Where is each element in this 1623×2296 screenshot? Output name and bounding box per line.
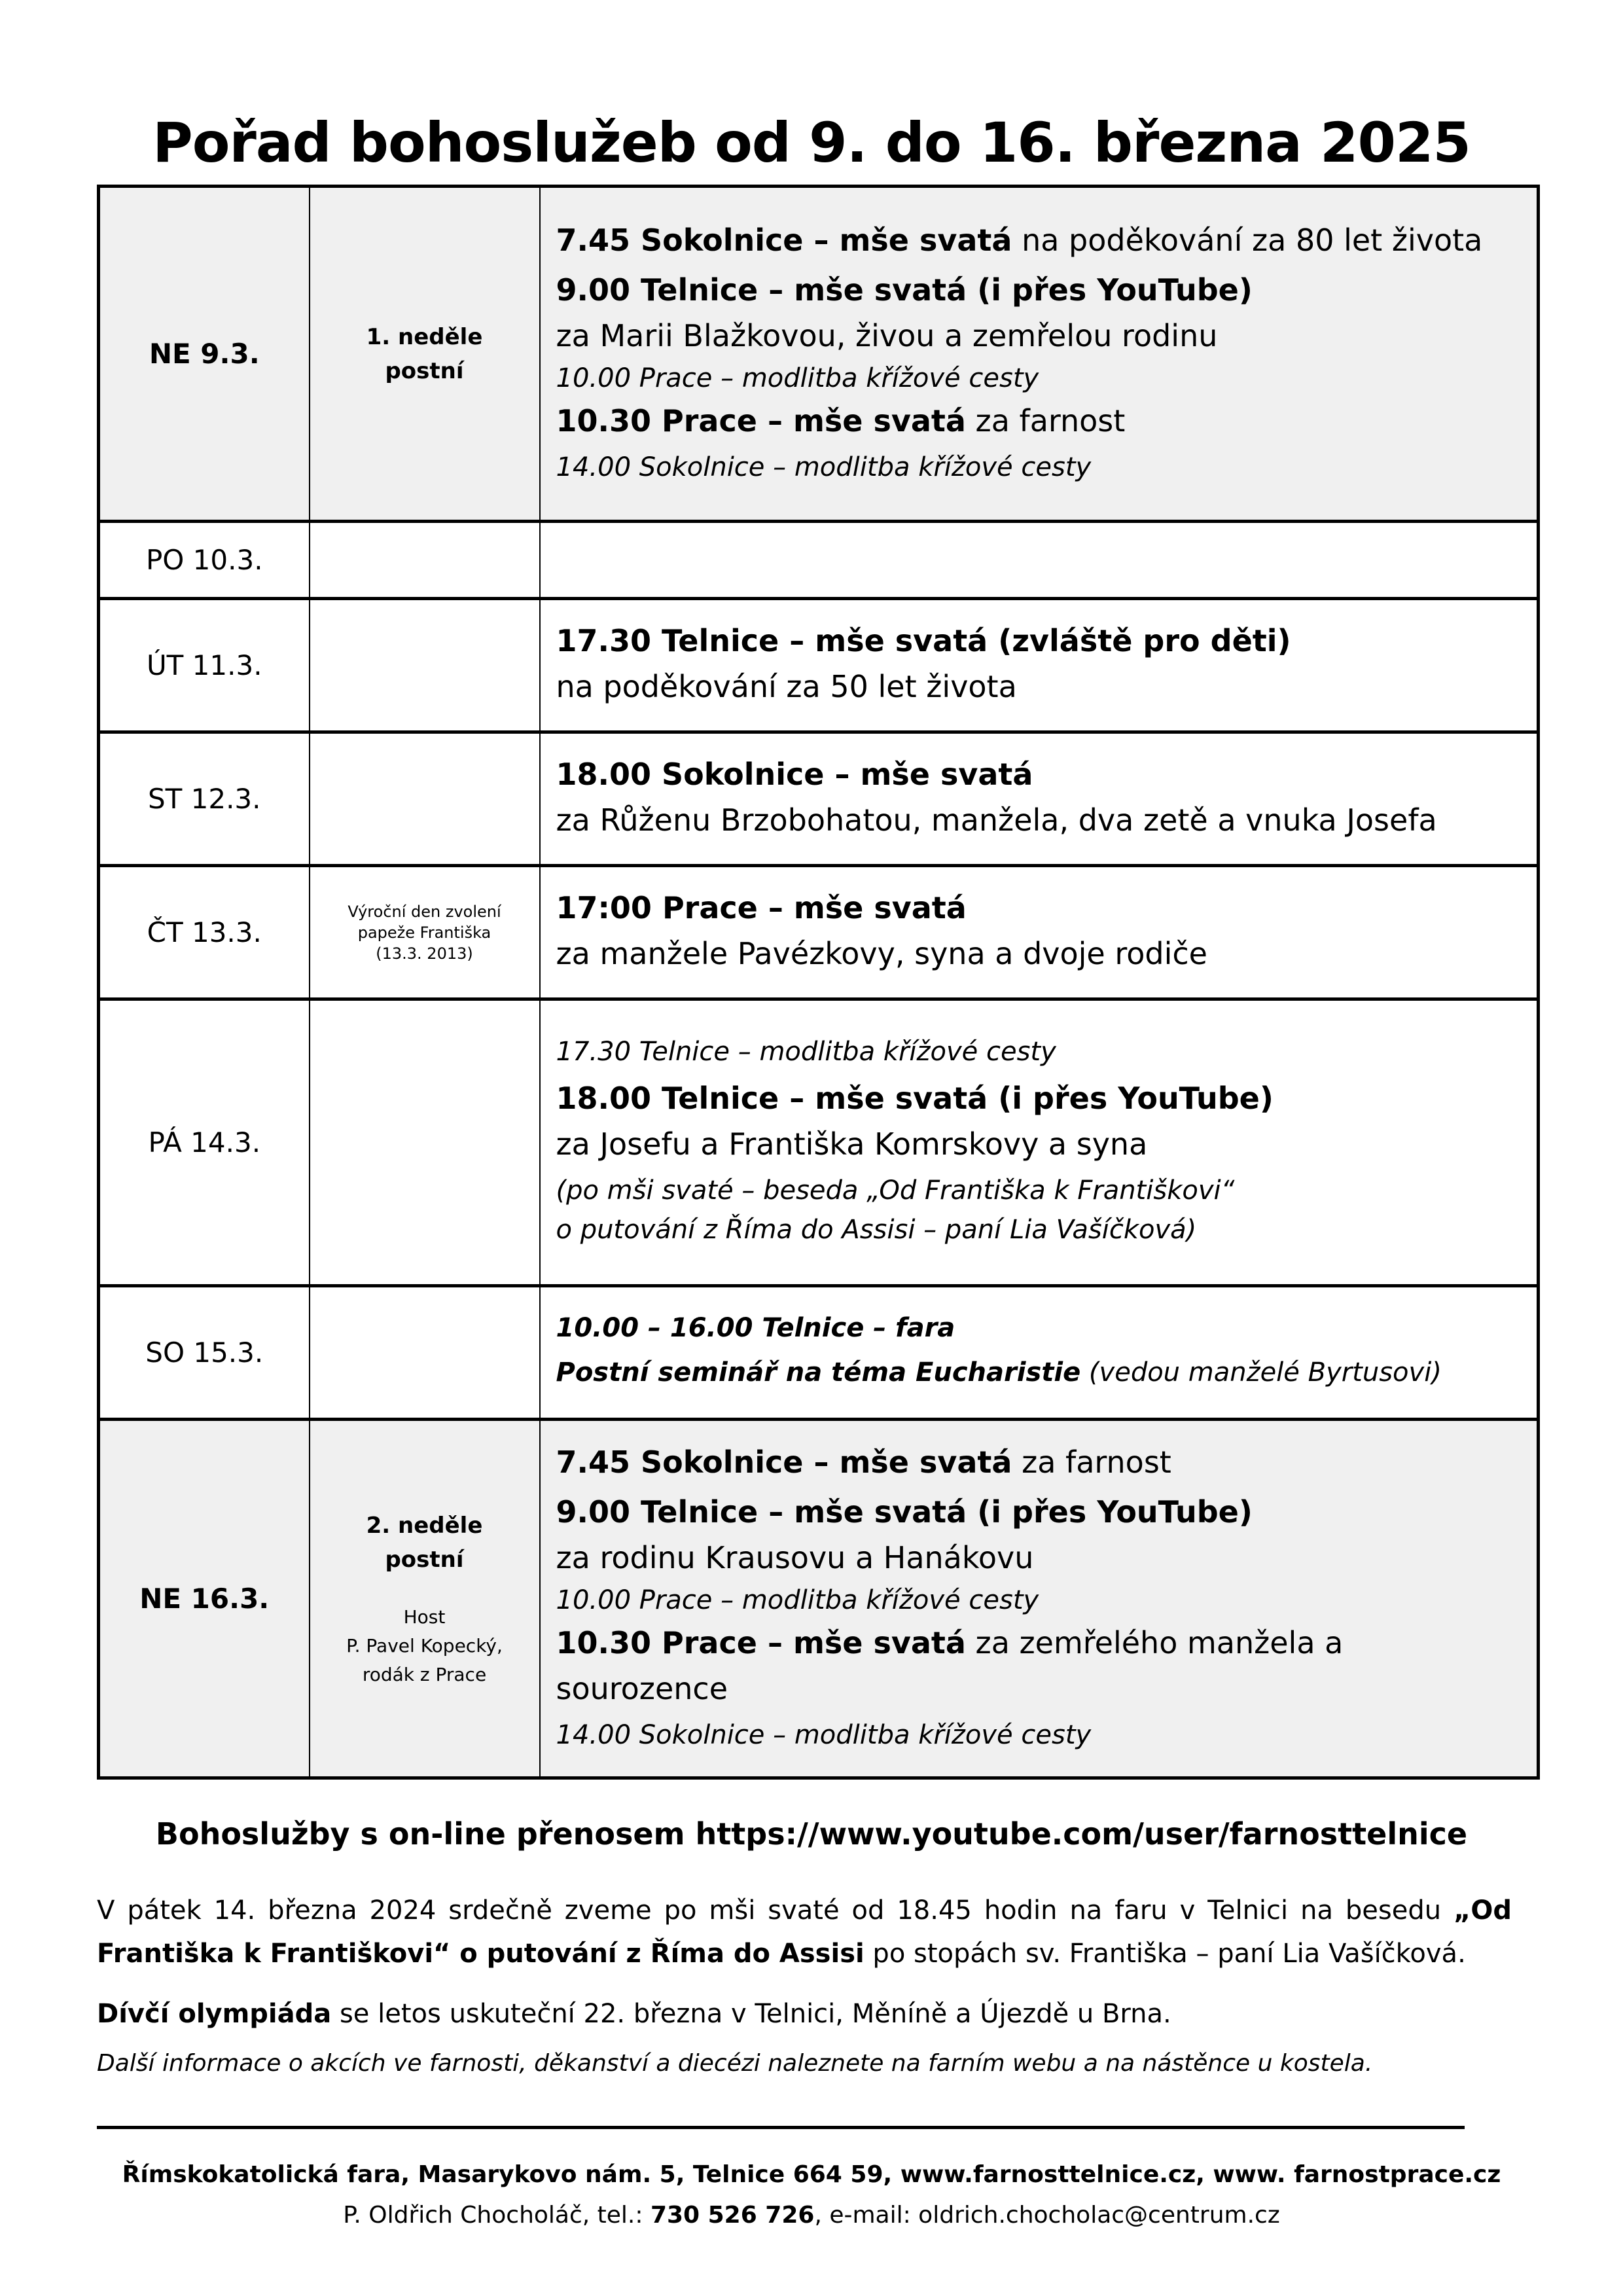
event-intention: za Josefu a Františka Komrskovy a syna <box>556 1126 1148 1162</box>
event-note: (vedou manželé Byrtusovi) <box>1080 1357 1442 1388</box>
events-cell <box>540 187 1539 522</box>
event-prayer: 14.00 Sokolnice – modlitba křížové cesty <box>556 1719 1092 1750</box>
announcement-info: Další informace o akcích ve farnosti, děkanství a diecézi naleznete na farním webu a na nástěnce u kostela. <box>97 2050 1373 2077</box>
schedule-row-po-10 <box>99 522 1539 599</box>
announcement-text: po stopách sv. Františka – paní Lia Vašíčková. <box>864 1939 1466 1969</box>
day-cell: PO 10.3. <box>99 522 310 599</box>
page-title: Pořad bohoslužeb od 9. do 16. března 2025 <box>152 111 1471 175</box>
events-cell <box>540 999 1539 1286</box>
event-title: Postní seminář na téma Eucharistie <box>556 1357 1081 1388</box>
event-title: 10.30 Prace – mše svatá <box>556 1624 966 1660</box>
note-line: rodák z Prace <box>362 1663 487 1685</box>
event-prayer: 10.00 Prace – modlitba křížové cesty <box>556 363 1039 393</box>
events-cell <box>540 1420 1539 1778</box>
note-cell <box>310 999 540 1286</box>
events-cell <box>540 522 1539 599</box>
event-prayer: 14.00 Sokolnice – modlitba křížové cesty <box>556 452 1092 482</box>
footer-phone: 730 526 726 <box>650 2202 815 2229</box>
event-intention: za rodinu Krausovu a Hanákovu <box>556 1539 1034 1575</box>
footer-contact-name: P. Oldřich Chocholáč, tel.: <box>343 2202 651 2229</box>
announcement-highlight: Dívčí olympiáda <box>97 1999 332 2029</box>
note-line: (13.3. 2013) <box>376 944 473 963</box>
schedule-row-ne-16 <box>99 1420 1539 1778</box>
event-intention: za farnost <box>965 403 1126 439</box>
note-line: papeže Františka <box>357 923 491 942</box>
day-cell: ÚT 11.3. <box>99 599 310 732</box>
event-title: 10.00 – 16.00 Telnice – fara <box>556 1312 955 1343</box>
events-cell <box>540 1286 1539 1420</box>
announcement-beseda <box>97 1889 1512 1975</box>
schedule-row-ne-9 <box>99 187 1539 522</box>
event-intention: na poděkování za 50 let života <box>556 668 1017 704</box>
schedule-row-st-12 <box>99 732 1539 866</box>
footer-divider <box>97 2126 1465 2129</box>
footer-email: , e-mail: oldrich.chocholac@centrum.cz <box>814 2202 1280 2229</box>
event-title: 18.00 Sokolnice – mše svatá <box>556 756 1033 792</box>
event-prayer: 10.00 Prace – modlitba křížové cesty <box>556 1585 1039 1615</box>
day-cell: ST 12.3. <box>99 732 310 866</box>
events-cell <box>540 732 1539 866</box>
footer-contact <box>0 2195 1623 2236</box>
event-note: (po mši svaté – beseda „Od Františka k Františkovi“ <box>556 1175 1235 1206</box>
event-title: 7.45 Sokolnice – mše svatá <box>556 222 1012 258</box>
event-item <box>556 1439 1522 1485</box>
event-title: 9.00 Telnice – mše svatá (i přes YouTube) <box>556 272 1253 308</box>
announcement-text: V pátek 14. března 2024 srdečně zveme po mši svaté od 18.45 hodin na faru v Telnici na besedu <box>97 1895 1454 1926</box>
event-title: 9.00 Telnice – mše svatá (i přes YouTube) <box>556 1494 1253 1530</box>
note-cell <box>310 1420 540 1778</box>
schedule-row-ut-11 <box>99 599 1539 732</box>
day-cell: NE 16.3. <box>99 1420 310 1778</box>
event-intention: za zemřelého manžela a sourozence <box>556 1624 1344 1706</box>
announcement-highlight: „Od Františka k Františkovi“ o putování z Říma do Assisi <box>97 1895 1512 1969</box>
note-cell <box>310 866 540 999</box>
event-intention: za farnost <box>1012 1444 1171 1480</box>
event-title: 18.00 Telnice – mše svatá (i přes YouTube) <box>556 1080 1274 1116</box>
event-intention: na poděkování za 80 let života <box>1012 222 1483 258</box>
note-cell <box>310 599 540 732</box>
event-item <box>556 398 1522 444</box>
note-line: Host <box>403 1605 446 1628</box>
event-title: 7.45 Sokolnice – mše svatá <box>556 1444 1012 1480</box>
schedule-row-ct-13 <box>99 866 1539 999</box>
schedule-row-so-15 <box>99 1286 1539 1420</box>
footer <box>0 2155 1623 2236</box>
day-cell: ČT 13.3. <box>99 866 310 999</box>
event-item <box>556 217 1522 263</box>
note-line: Výroční den zvolení <box>348 902 501 921</box>
note-cell <box>310 187 540 522</box>
note-cell <box>310 1286 540 1420</box>
event-intention: za Marii Blažkovou, živou a zemřelou rodinu <box>556 317 1218 353</box>
event-intention: za Růženu Brzobohatou, manžela, dva zetě a vnuka Josefa <box>556 802 1437 838</box>
event-title: 10.30 Prace – mše svatá <box>556 403 966 439</box>
note-cell <box>310 522 540 599</box>
event-note: o putování z Říma do Assisi – paní Lia Vašíčková) <box>556 1214 1197 1245</box>
event-item <box>556 1348 1522 1393</box>
event-title: 17:00 Prace – mše svatá <box>556 889 967 925</box>
schedule-table <box>97 185 1540 1780</box>
events-cell <box>540 599 1539 732</box>
note-line: postní <box>385 357 464 384</box>
note-line: postní <box>385 1546 464 1573</box>
day-cell: SO 15.3. <box>99 1286 310 1420</box>
note-cell <box>310 732 540 866</box>
note-line: P. Pavel Kopecký, <box>346 1634 503 1657</box>
footer-address: Římskokatolická fara, Masarykovo nám. 5, Telnice 664 59, www.farnosttelnice.cz, www. farnostprace.cz <box>122 2161 1501 2188</box>
event-item <box>556 1620 1522 1712</box>
schedule-row-pa-14 <box>99 999 1539 1286</box>
announcement-olympiada <box>97 1992 1512 2036</box>
announcement-text: se letos uskuteční 22. března v Telnici, Měníně a Újezdě u Brna. <box>331 1999 1171 2029</box>
note-line: 2. neděle <box>366 1512 483 1539</box>
stream-notice: Bohoslužby s on-line přenosem https://www.youtube.com/user/farnosttelnice <box>155 1816 1468 1852</box>
day-cell: NE 9.3. <box>99 187 310 522</box>
event-title: 17.30 Telnice – mše svatá (zvláště pro děti) <box>556 622 1291 658</box>
day-cell: PÁ 14.3. <box>99 999 310 1286</box>
event-intention: za manžele Pavézkovy, syna a dvoje rodiče <box>556 935 1207 971</box>
note-line: 1. neděle <box>366 323 483 350</box>
events-cell <box>540 866 1539 999</box>
event-prayer: 17.30 Telnice – modlitba křížové cesty <box>556 1036 1056 1067</box>
